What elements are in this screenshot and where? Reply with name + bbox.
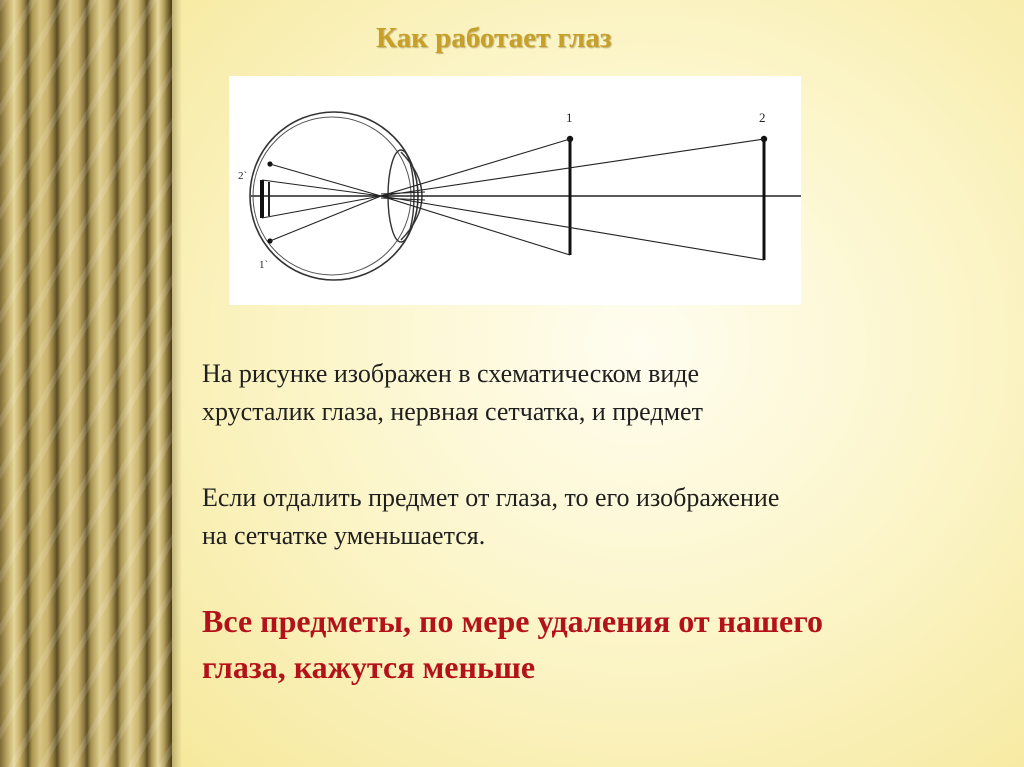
eye-diagram-svg <box>229 76 801 305</box>
description-line-2: хрусталик глаза, нервная сетчатка, и предмет <box>202 397 703 426</box>
light-rays <box>262 139 764 260</box>
slide-title: Как работает глаз <box>376 22 612 54</box>
conclusion-text <box>202 598 1002 690</box>
description-line-1: На рисунке изображен в схематическом виде <box>202 359 700 388</box>
conclusion-line-1: Все предметы, по мере удаления от нашего <box>202 603 823 639</box>
frame-shadow <box>172 0 182 767</box>
explanation-line-1: Если отдалить предмет от глаза, то его изображение <box>202 483 780 512</box>
label-object-2: 2 <box>759 110 766 125</box>
description-paragraph <box>202 355 902 431</box>
eye-diagram <box>229 76 801 305</box>
decorative-frame <box>0 0 172 767</box>
explanation-paragraph <box>202 479 982 555</box>
explanation-line-2: на сетчатке уменьшается. <box>202 521 486 550</box>
label-object-1: 1 <box>566 110 573 125</box>
label-image-2: 2` <box>238 170 248 182</box>
label-image-1: 1` <box>259 259 269 271</box>
conclusion-line-2: глаза, кажутся меньше <box>202 649 536 685</box>
